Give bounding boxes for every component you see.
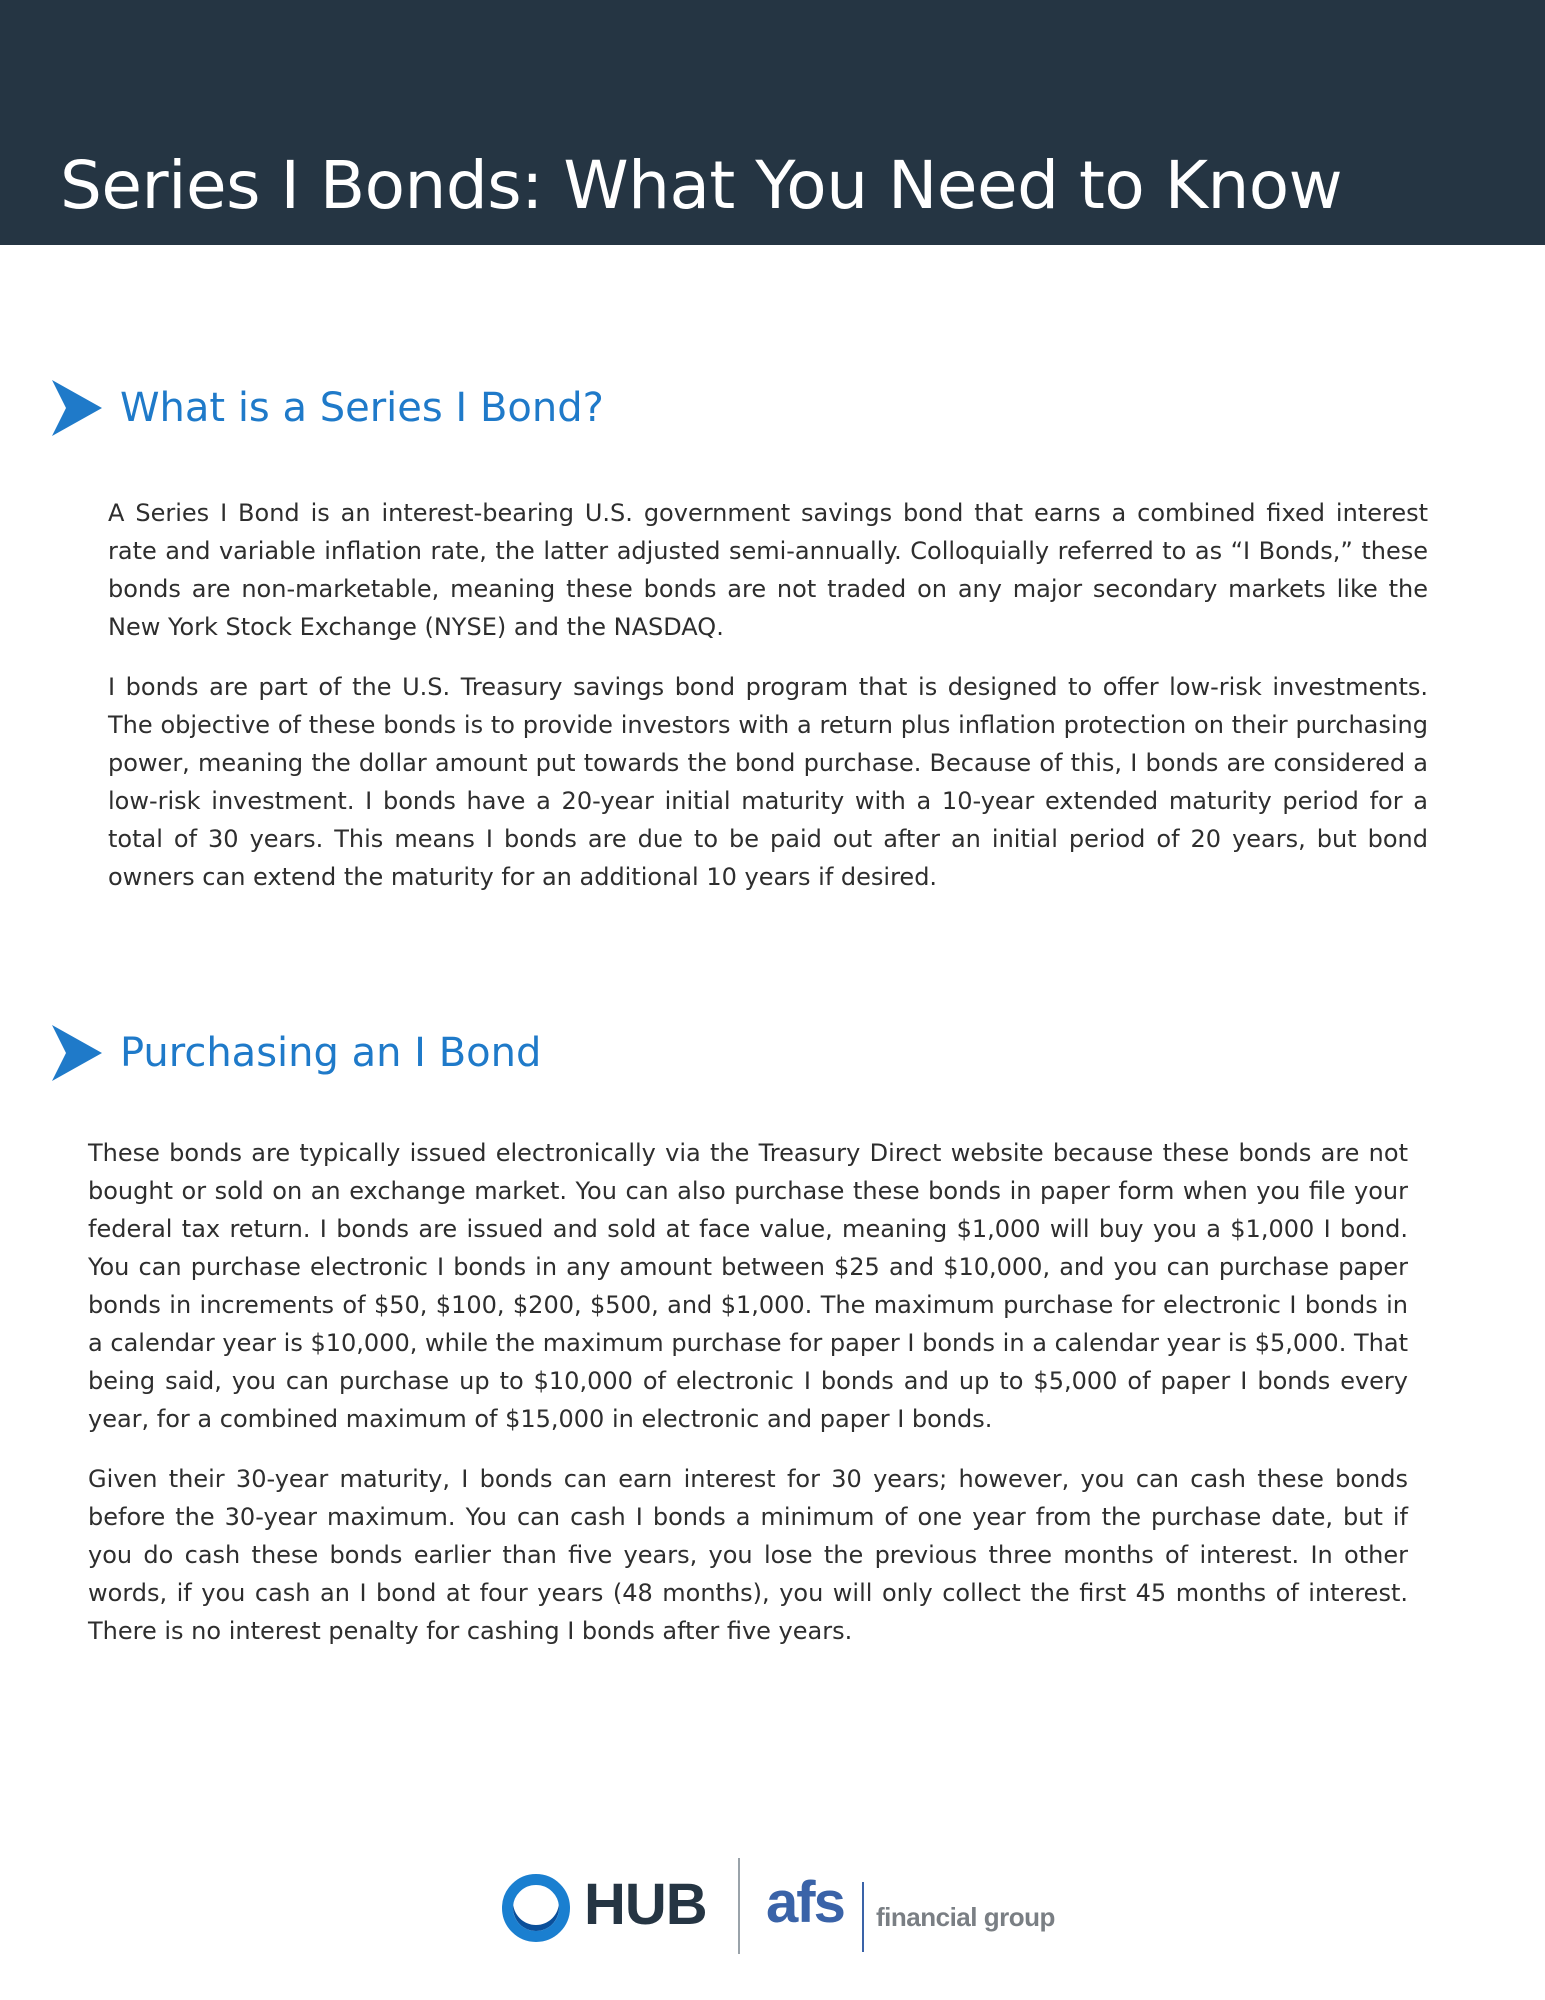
section-heading-what-is xyxy=(52,380,604,436)
paragraph: I bonds are part of the U.S. Treasury savings bond program that is designed to offer low-risk investments. The objective of these bonds is to provide investors with a return plus inflation protection on their purchasing power, meaning the dollar amount put towards the bond purchase. Because of this, I bonds are considered a low-risk investment. I bonds have a 20-year initial maturity with a 10-year extended maturity period for a total of 30 years. This means I bonds are due to be paid out after an initial period of 20 years, but bond owners can extend the maturity for an additional 10 years if desired. xyxy=(108,673,1428,891)
section-body-what-is xyxy=(108,494,1428,918)
paragraph: A Series I Bond is an interest-bearing U.S. government savings bond that earns a combined fixed interest rate and variable inflation rate, the latter adjusted semi-annually. Colloquially referred to as “I Bonds,” these bonds are non-marketable, meaning these bonds are not traded on any major secondary markets like the New York Stock Exchange (NYSE) and the NASDAQ. xyxy=(108,499,1428,641)
logo-divider xyxy=(738,1858,740,1954)
paragraph: Given their 30-year maturity, I bonds can earn interest for 30 years; however, you can cash these bonds before the 30-year maximum. You can cash I bonds a minimum of one year from the purchase date, but if you do cash these bonds earlier than five years, you lose the previous three months of interest. In other words, if you cash an I bond at four years (48 months), you will only collect the first 45 months of interest. There is no interest penalty for cashing I bonds after five years. xyxy=(88,1465,1408,1645)
section-heading-text: What is a Series I Bond? xyxy=(120,385,604,431)
section-heading-text: Purchasing an I Bond xyxy=(120,1030,542,1076)
page-title: Series I Bonds: What You Need to Know xyxy=(60,147,1343,224)
paragraph: These bonds are typically issued electronically via the Treasury Direct website because these bonds are not bought or sold on an exchange market. You can also purchase these bonds in paper form when you file your federal tax return. I bonds are issued and sold at face value, meaning $1,000 will buy you a $1,000 I bond. You can purchase electronic I bonds in any amount between $25 and $10,000, and you can purchase paper bonds in increments of $50, $100, $200, $500, and $1,000. The maximum purchase for electronic I bonds in a calendar year is $10,000, while the maximum purchase for paper I bonds in a calendar year is $5,000. That being said, you can purchase up to $10,000 of electronic I bonds and up to $5,000 of paper I bonds every year, for a combined maximum of $15,000 in electronic and paper I bonds. xyxy=(88,1139,1408,1433)
chevron-right-icon xyxy=(52,1025,102,1081)
hub-logo-text: HUB xyxy=(584,1872,707,1937)
afs-tagline: financial group xyxy=(876,1902,1055,1932)
section-body-purchasing xyxy=(88,1134,1408,1672)
section-heading-purchasing xyxy=(52,1025,541,1081)
hub-logo-icon xyxy=(502,1874,570,1942)
chevron-right-icon xyxy=(52,380,102,436)
afs-logo-divider xyxy=(862,1882,864,1952)
afs-logo-text: afs xyxy=(766,1870,844,1935)
footer-logos xyxy=(0,1850,1545,1960)
